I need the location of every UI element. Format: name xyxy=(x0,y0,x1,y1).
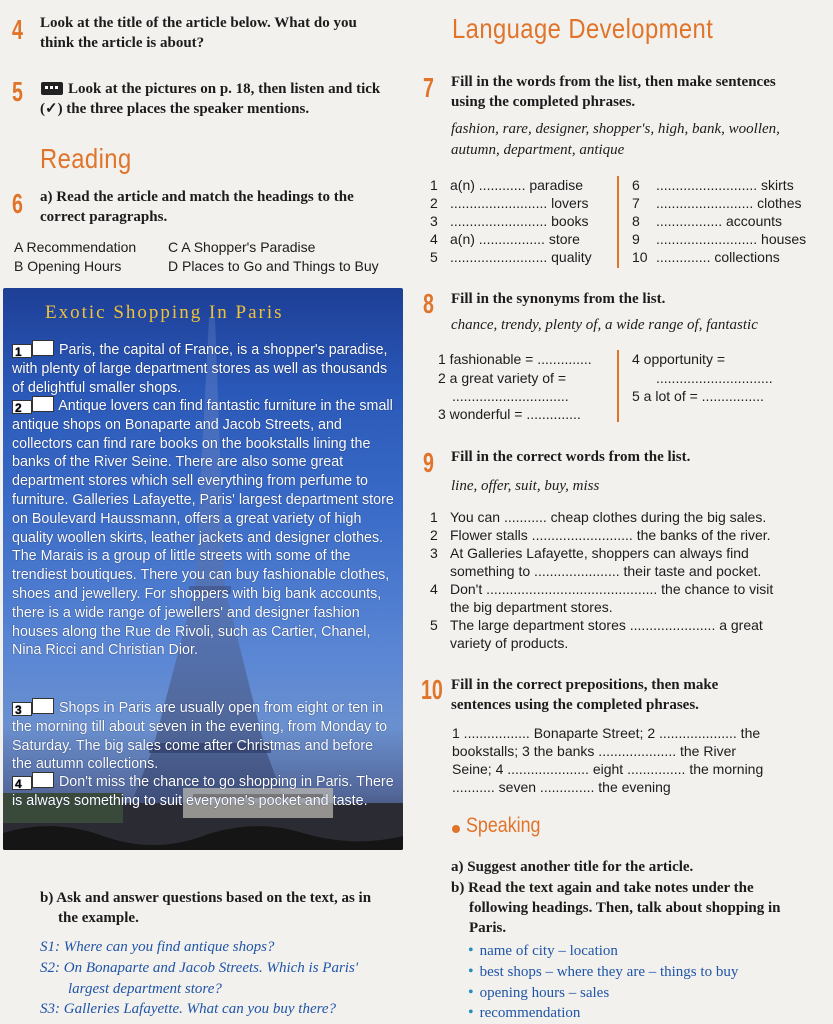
speaking-bullet-icon xyxy=(452,825,460,833)
exercise-8-word-list: chance, trendy, plenty of, a wide range of, fantastic xyxy=(451,317,758,333)
paragraph-4-answer-box[interactable] xyxy=(32,772,54,788)
heading-option-b: B Opening Hours xyxy=(14,258,122,274)
exercise-7-number: 7 xyxy=(423,72,434,103)
ex7-item-7: 7 ......................... clothes xyxy=(632,195,802,211)
exercise-9-instruction: Fill in the correct words from the list. xyxy=(451,449,691,465)
speaking-bullet-1: • name of city – location xyxy=(468,942,618,959)
paragraph-2: 2 Antique lovers can find fantastic furniture in the small antique shops on Bonaparte and Jacob Streets, and collectors can find rare books on the bookstalls lining the banks of the River Seine. There are also some great department stores which sell everything from perfume to furniture. Galleries Lafayette, Paris' largest department store on Boulevard Haussmann, offers a great variety of high quality woollen skirts, leather jackets and designer clothes. The Marais is a group of little streets with some of the trendiest boutiques. There you can buy fashionable clothes, shoes and jewellery. For shoppers with big bank accounts, there is a wide range of jewellers' and designer fashion houses along the Rue de Rivoli, such as Cartier, Chanel, Nina Ricci and Christian Dior. xyxy=(12,398,394,659)
ex9-item-3: 3 At Galleries Lafayette, shoppers can always find xyxy=(430,545,749,561)
speaking-bullet-3: • opening hours – sales xyxy=(468,984,610,1001)
paragraph-1-number-box: 1 xyxy=(12,344,32,358)
paragraph-4: 4 Don't miss the chance to go shopping in Paris. There is always something to suit everyone's pocket and taste. xyxy=(12,774,394,809)
ex7-item-10: 10 .............. collections xyxy=(632,249,780,265)
exercise-10-instruction: Fill in the correct prepositions, then make sentences using the completed phrases. xyxy=(451,677,719,713)
ex7-item-5: 5 ......................... quality xyxy=(430,249,592,265)
exercise-8-number: 8 xyxy=(423,288,434,319)
exercise-6-number: 6 xyxy=(12,188,23,219)
article-panel xyxy=(3,288,403,850)
ex8-item-2-blank: .............................. xyxy=(452,388,569,404)
paragraph-2-answer-box[interactable] xyxy=(32,396,54,412)
reading-heading: Reading xyxy=(40,143,132,174)
paragraph-2-number-box: 2 xyxy=(12,400,32,414)
ex9-item-5-cont: variety of products. xyxy=(450,635,569,651)
ex7-item-4: 4 a(n) ................. store xyxy=(430,231,580,247)
paragraph-1-answer-box[interactable] xyxy=(32,340,54,356)
ex10-line-2: bookstalls; 3 the banks .................... the River xyxy=(452,743,737,759)
exercise-9-word-list: line, offer, suit, buy, miss xyxy=(451,478,600,494)
exercise-5-number: 5 xyxy=(12,76,23,107)
ex10-line-1: 1 ................. Bonaparte Street; 2 .................... the xyxy=(452,725,761,741)
exercise-8-instruction: Fill in the synonyms from the list. xyxy=(451,291,666,307)
example-s3: S3: Galleries Lafayette. What can you buy there? xyxy=(40,1001,337,1017)
ex7-item-1: 1 a(n) ............ paradise xyxy=(430,177,584,193)
paragraph-3: 3 Shops in Paris are usually open from eight or ten in the morning till about seven in the evening, from Monday to Saturday. The big sales come after Christmas and before the autumn collections. xyxy=(12,700,388,773)
heading-option-c: C A Shopper's Paradise xyxy=(168,239,316,255)
exercise-9-number: 9 xyxy=(423,447,434,478)
speaking-a: a) Suggest another title for the article. xyxy=(451,859,694,875)
paragraph-3-number-box: 3 xyxy=(12,702,32,716)
ex8-divider xyxy=(617,350,619,422)
ex9-item-1: 1 You can ........... cheap clothes during the big sales. xyxy=(430,509,767,525)
ex9-item-4-cont: the big department stores. xyxy=(450,599,613,615)
ex7-divider xyxy=(617,176,619,268)
exercise-4-instruction: Look at the title of the article below. What do you think the article is about? xyxy=(40,15,357,51)
ex8-item-4-blank: .............................. xyxy=(656,370,773,386)
ex7-item-8: 8 ................. accounts xyxy=(632,213,783,229)
exercise-6b-instruction: b) Ask and answer questions based on the text, as in the example. xyxy=(40,890,372,926)
ex9-item-5: 5 The large department stores ...................... a great xyxy=(430,617,763,633)
exercise-7-instruction: Fill in the words from the list, then make sentences using the completed phrases. xyxy=(451,74,776,110)
language-development-heading: Language Development xyxy=(452,13,714,44)
ex10-line-4: ........... seven .............. the evening xyxy=(452,779,671,795)
ex7-item-6: 6 .......................... skirts xyxy=(632,177,794,193)
exercise-7-word-list: fashion, rare, designer, shopper's, high, bank, woollen, autumn, department, antique xyxy=(451,121,780,158)
speaking-bullet-4: • recommendation xyxy=(468,1004,581,1021)
exercise-4-number: 4 xyxy=(12,14,23,45)
ex7-item-3: 3 ......................... books xyxy=(430,213,589,229)
speaking-bullet-2: • best shops – where they are – things to buy xyxy=(468,963,739,980)
exercise-5-instruction: Look at the pictures on p. 18, then listen and tick (✓) the three places the speaker mentions. xyxy=(40,81,381,117)
article-title: Exotic Shopping In Paris xyxy=(45,302,284,323)
ex8-item-5: 5 a lot of = ................ xyxy=(632,388,764,404)
heading-option-d: D Places to Go and Things to Buy xyxy=(168,258,379,274)
heading-option-a: A Recommendation xyxy=(14,239,137,255)
exercise-6-instruction: a) Read the article and match the headings to the correct paragraphs. xyxy=(40,189,354,225)
speaking-heading: Speaking xyxy=(466,814,541,837)
ex9-item-4: 4 Don't ............................................ the chance to visit xyxy=(430,581,774,597)
speaking-b: b) Read the text again and take notes under the following headings. Then, talk about shopping in Paris. xyxy=(451,880,781,936)
ex7-item-2: 2 ......................... lovers xyxy=(430,195,589,211)
ex8-item-4: 4 opportunity = xyxy=(632,351,726,367)
ex9-item-2: 2 Flower stalls .......................... the banks of the river. xyxy=(430,527,771,543)
ex9-item-3-cont: something to ...................... their taste and pocket. xyxy=(450,563,762,579)
ex8-item-2: 2 a great variety of = xyxy=(438,370,567,386)
ex7-item-9: 9 .......................... houses xyxy=(632,231,807,247)
paragraph-3-answer-box[interactable] xyxy=(32,698,54,714)
paragraph-4-number-box: 4 xyxy=(12,776,32,790)
ex8-item-3: 3 wonderful = .............. xyxy=(438,406,581,422)
ex10-line-3: Seine; 4 ..................... eight ............... the morning xyxy=(452,761,764,777)
paragraph-1: 1 Paris, the capital of France, is a shopper's paradise, with plenty of large department stores as well as thousands of delightful smaller shops. xyxy=(12,342,388,396)
example-s2: S2: On Bonaparte and Jacob Streets. Which is Paris' largest department store? xyxy=(40,960,359,997)
example-s1: S1: Where can you find antique shops? xyxy=(40,939,275,955)
ex8-item-1: 1 fashionable = .............. xyxy=(438,351,592,367)
exercise-10-number: 10 xyxy=(421,674,443,705)
